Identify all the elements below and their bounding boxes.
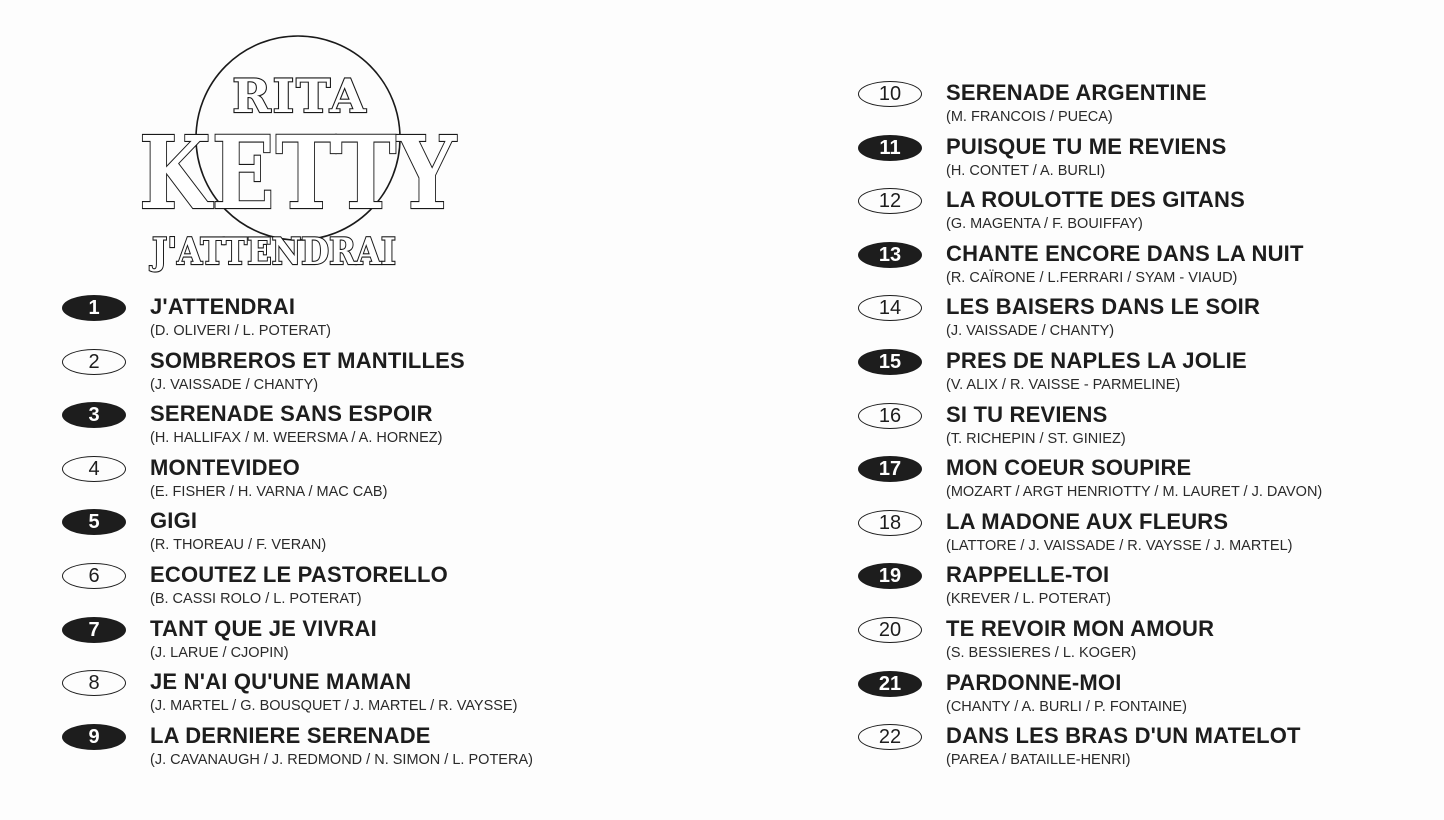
track-number-badge: 2 bbox=[62, 349, 126, 375]
track-title: PRES DE NAPLES LA JOLIE bbox=[946, 347, 1247, 373]
track-credits: (B. CASSI ROLO / L. POTERAT) bbox=[150, 590, 362, 607]
track-credits: (M. FRANCOIS / PUECA) bbox=[946, 109, 1113, 125]
track-number-badge: 20 bbox=[858, 617, 922, 643]
track-credits: (D. OLIVERI / L. POTERAT) bbox=[150, 323, 332, 339]
track-title: MON COEUR SOUPIRE bbox=[946, 455, 1192, 481]
track-number-badge: 5 bbox=[62, 509, 126, 535]
track-credits: (V. ALIX / R. VAISSE - PARMELINE) bbox=[946, 376, 1181, 393]
track-credits: (J. VAISSADE / CHANTY) bbox=[150, 376, 319, 393]
track-number-badge: 9 bbox=[62, 724, 126, 750]
logo-graphic bbox=[128, 30, 468, 280]
track-credits: (MOZART / ARGT HENRIOTTY / M. LAURET / J. DAVON) bbox=[946, 484, 1323, 501]
track-title: PUISQUE TU ME REVIENS bbox=[946, 133, 1227, 159]
track-credits: (H. HALLIFAX / M. WEERSMA / A. HORNEZ) bbox=[150, 430, 443, 447]
logo-artist-last: KETTY bbox=[139, 114, 458, 232]
track-credits: (T. RICHEPIN / ST. GINIEZ) bbox=[946, 430, 1126, 447]
track-number-badge: 14 bbox=[858, 295, 922, 321]
track-title: CHANTE ENCORE DANS LA NUIT bbox=[946, 240, 1304, 266]
track-number-badge: 11 bbox=[858, 135, 922, 161]
track-credits: (J. CAVANAUGH / J. REDMOND / N. SIMON / L. POTERA) bbox=[150, 751, 533, 768]
track-credits: (R. CAÏRONE / L.FERRARI / SYAM - VIAUD) bbox=[946, 269, 1238, 286]
track-credits: (H. CONTET / A. BURLI) bbox=[946, 162, 1106, 179]
track-credits: (J. LARUE / CJOPIN) bbox=[150, 644, 289, 661]
track-number-badge: 18 bbox=[858, 510, 922, 536]
track-number-badge: 21 bbox=[858, 671, 922, 697]
track-number-badge: 1 bbox=[62, 295, 126, 321]
track-credits: (E. FISHER / H. VARNA / MAC CAB) bbox=[150, 483, 388, 500]
track-title: LA ROULOTTE DES GITANS bbox=[946, 187, 1245, 213]
album-logo bbox=[128, 30, 468, 280]
track-title: LA MADONE AUX FLEURS bbox=[946, 508, 1229, 534]
track-credits: (PAREA / BATAILLE-HENRI) bbox=[946, 752, 1131, 769]
track-number-badge: 7 bbox=[62, 617, 126, 643]
track-title: TE REVOIR MON AMOUR bbox=[946, 615, 1215, 641]
track-number-badge: 19 bbox=[858, 563, 922, 589]
track-title: TANT QUE JE VIVRAI bbox=[150, 615, 377, 641]
track-credits: (R. THOREAU / F. VERAN) bbox=[150, 537, 327, 554]
track-title: SOMBREROS ET MANTILLES bbox=[150, 347, 465, 373]
track-title: GIGI bbox=[150, 508, 198, 534]
track-credits: (CHANTY / A. BURLI / P. FONTAINE) bbox=[946, 698, 1187, 715]
track-number-badge: 15 bbox=[858, 349, 922, 375]
track-number-badge: 4 bbox=[62, 456, 126, 482]
logo-album-title: J'ATTENDRAI bbox=[149, 231, 396, 273]
track-title: DANS LES BRAS D'UN MATELOT bbox=[946, 723, 1301, 749]
track-title: SERENADE ARGENTINE bbox=[946, 80, 1207, 105]
track-title: JE N'AI QU'UNE MAMAN bbox=[150, 669, 412, 695]
track-credits: (J. MARTEL / G. BOUSQUET / J. MARTEL / R. VAYSSE) bbox=[150, 698, 518, 715]
track-number-badge: 8 bbox=[62, 670, 126, 696]
track-credits: (S. BESSIERES / L. KOGER) bbox=[946, 644, 1137, 661]
track-title: LA DERNIERE SERENADE bbox=[150, 722, 431, 748]
track-credits: (G. MAGENTA / F. BOUIFFAY) bbox=[946, 216, 1143, 233]
track-title: PARDONNE-MOI bbox=[946, 669, 1122, 695]
track-number-badge: 16 bbox=[858, 403, 922, 429]
logo-artist-first: RITA bbox=[232, 69, 368, 123]
track-number-badge: 13 bbox=[858, 242, 922, 268]
track-number-badge: 3 bbox=[62, 402, 126, 428]
track-title: SI TU REVIENS bbox=[946, 401, 1108, 427]
track-credits: (LATTORE / J. VAISSADE / R. VAYSSE / J. MARTEL) bbox=[946, 537, 1293, 554]
track-number-badge: 17 bbox=[858, 456, 922, 482]
track-number-badge: 6 bbox=[62, 563, 126, 589]
track-title: J'ATTENDRAI bbox=[150, 294, 296, 319]
track-title: MONTEVIDEO bbox=[150, 454, 300, 480]
track-title: SERENADE SANS ESPOIR bbox=[150, 401, 433, 427]
track-credits: (J. VAISSADE / CHANTY) bbox=[946, 323, 1115, 340]
track-title: RAPPELLE-TOI bbox=[946, 562, 1110, 588]
track-title: ECOUTEZ LE PASTORELLO bbox=[150, 561, 448, 587]
track-title: LES BAISERS DANS LE SOIR bbox=[946, 294, 1261, 320]
track-credits: (KREVER / L. POTERAT) bbox=[946, 591, 1111, 608]
track-number-badge: 22 bbox=[858, 724, 922, 750]
track-number-badge: 12 bbox=[858, 188, 922, 214]
track-number-badge: 10 bbox=[858, 81, 922, 107]
